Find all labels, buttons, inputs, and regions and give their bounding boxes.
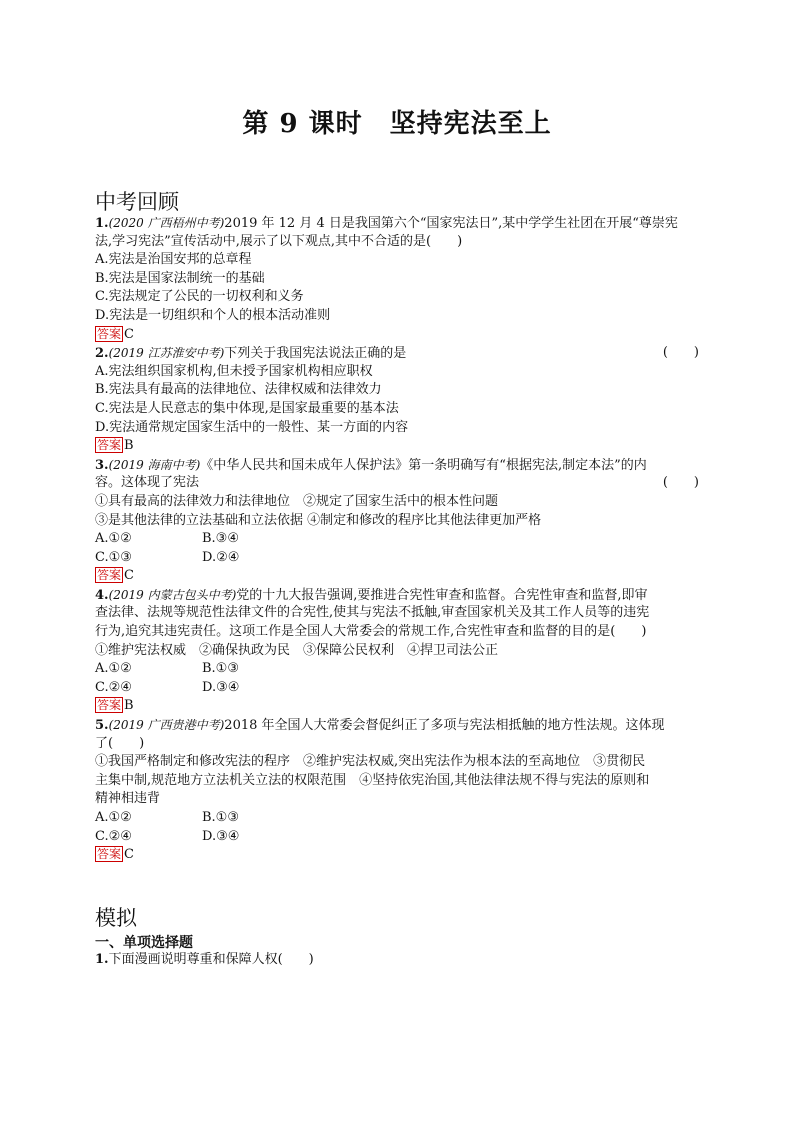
question-text: 下面漫画说明尊重和保障人权( ) [108, 952, 314, 967]
option-a: A.①② [95, 661, 132, 677]
option-c: C.②④ [95, 828, 132, 844]
question-1-stem-cont: 法,学习宪法”宣传活动中,展示了以下观点,其中不合适的是( ) [95, 233, 463, 249]
question-5-stem-cont: 了( ) [95, 735, 145, 751]
statement-items: 主集中制,规范地方立法机关立法的权限范围 ④坚持依宪治国,其他法律法规不得与宪法的原则和 [95, 772, 650, 788]
option-row [95, 530, 699, 549]
question-number: 3. [95, 457, 109, 473]
question-number: 1. [95, 952, 109, 967]
option-c: C.②④ [95, 679, 132, 695]
question-3-stem [95, 456, 699, 475]
question-source: (2019 内蒙古包头中考) [108, 587, 237, 602]
statement-items: ①我国严格制定和修改宪法的程序 ②维护宪法权威,突出宪法作为根本法的至高地位 ③贯彻民 [95, 754, 646, 770]
question-source: (2019 广西贵港中考) [108, 718, 225, 733]
option-c: C.宪法是人民意志的集中体现,是国家最重要的基本法 [95, 400, 399, 416]
question-text: 党的十九大报告强调,要推进合宪性审查和监督。合宪性审查和监督,即审 [236, 587, 648, 603]
option-b: B.①③ [202, 810, 239, 825]
option-row [95, 549, 699, 568]
question-text: 下列关于我国宪法说法正确的是 [224, 346, 407, 362]
answer-tag: 答案 [97, 568, 122, 583]
question-number: 2. [95, 346, 109, 362]
option-a: A.①② [95, 531, 132, 547]
question-5-stem [95, 716, 699, 735]
option-c: C.宪法规定了公民的一切权利和义务 [95, 289, 304, 305]
option-d: D.③④ [202, 679, 240, 695]
answer-row [95, 697, 699, 716]
question-2-stem [95, 344, 699, 363]
answer-blank: ( ) [662, 475, 699, 491]
answer-row [95, 326, 699, 345]
option-b: B.③④ [202, 531, 239, 547]
option-row [95, 828, 699, 847]
simulation-questions [95, 951, 699, 970]
answer-tag: 答案 [97, 326, 122, 341]
statement-items: 精神相违背 [95, 791, 161, 807]
section-heading-simulation: 模拟 [95, 906, 137, 930]
answer-blank: ( ) [662, 345, 699, 361]
option-a: A.宪法是治国安邦的总章程 [95, 252, 252, 268]
answer-row [95, 437, 699, 456]
option-d: D.③④ [202, 828, 240, 844]
question-1-stem [95, 214, 699, 233]
question-source: (2020 广西梧州中考) [108, 216, 225, 230]
answer-tag: 答案 [97, 438, 122, 453]
answer-tag: 答案 [97, 847, 122, 862]
section-heading-review: 中考回顾 [95, 190, 179, 214]
answer-value: C [124, 847, 134, 863]
question-text: 容。这体现了宪法 [95, 475, 200, 491]
answer-value: B [124, 438, 134, 454]
statement-items: ③是其他法律的立法基础和立法依据 ④制定和修改的程序比其他法律更加严格 [95, 512, 542, 528]
question-number: 5. [95, 718, 109, 734]
question-text: 《中华人民共和国未成年人保护法》第一条明确写有“根据宪法,制定本法”的内 [200, 457, 647, 473]
subsection-heading: 一、单项选择题 [95, 935, 193, 951]
review-questions [95, 214, 699, 865]
option-d: D.②④ [202, 549, 240, 565]
option-row [95, 679, 699, 698]
answer-value: C [124, 326, 134, 342]
question-source: (2019 海南中考) [108, 457, 201, 472]
question-3-stem-cont [95, 474, 699, 493]
option-b: B.宪法是国家法制统一的基础 [95, 270, 265, 286]
option-d: D.宪法通常规定国家生活中的一般性、某一方面的内容 [95, 419, 409, 435]
option-row [95, 660, 699, 679]
option-b: B.①③ [202, 661, 239, 677]
answer-value: B [124, 698, 134, 714]
option-b: B.宪法具有最高的法律地位、法律权威和法律效力 [95, 382, 382, 398]
statement-items: ①维护宪法权威 ②确保执政为民 ③保障公民权利 ④捍卫司法公正 [95, 642, 499, 658]
question-4-stem-cont: 查法律、法规等规范性法律文件的合宪性,使其与宪法不抵触,审查国家机关及其工作人员等的违宪 [95, 605, 650, 621]
answer-tag: 答案 [97, 698, 122, 713]
question-source: (2019 江苏淮安中考) [108, 346, 225, 361]
simulation-question-1 [95, 951, 699, 970]
answer-row [95, 567, 699, 586]
option-a: A.宪法组织国家机构,但未授予国家机构相应职权 [95, 363, 373, 379]
question-number: 1. [95, 216, 109, 231]
question-4-stem-cont: 行为,追究其违宪责任。这项工作是全国人大常委会的常规工作,合宪性审查和监督的目的是( ) [95, 624, 647, 640]
answer-value: C [124, 568, 134, 584]
option-c: C.①③ [95, 549, 132, 565]
question-4-stem [95, 586, 699, 605]
statement-items: ①具有最高的法律效力和法律地位 ②规定了国家生活中的根本性问题 [95, 493, 499, 509]
answer-row [95, 846, 699, 865]
option-a: A.①② [95, 810, 132, 825]
question-number: 4. [95, 587, 109, 603]
option-d: D.宪法是一切组织和个人的根本活动准则 [95, 307, 331, 323]
question-text: 2019 年 12 月 4 日是我国第六个“国家宪法日”,某中学学生社团在开展“尊崇宪 [224, 216, 678, 231]
option-row [95, 809, 699, 828]
page-title: 第 9 课时 坚持宪法至上 [242, 109, 552, 139]
question-text: 2018 年全国人大常委会督促纠正了多项与宪法相抵触的地方性法规。这体现 [224, 718, 665, 734]
